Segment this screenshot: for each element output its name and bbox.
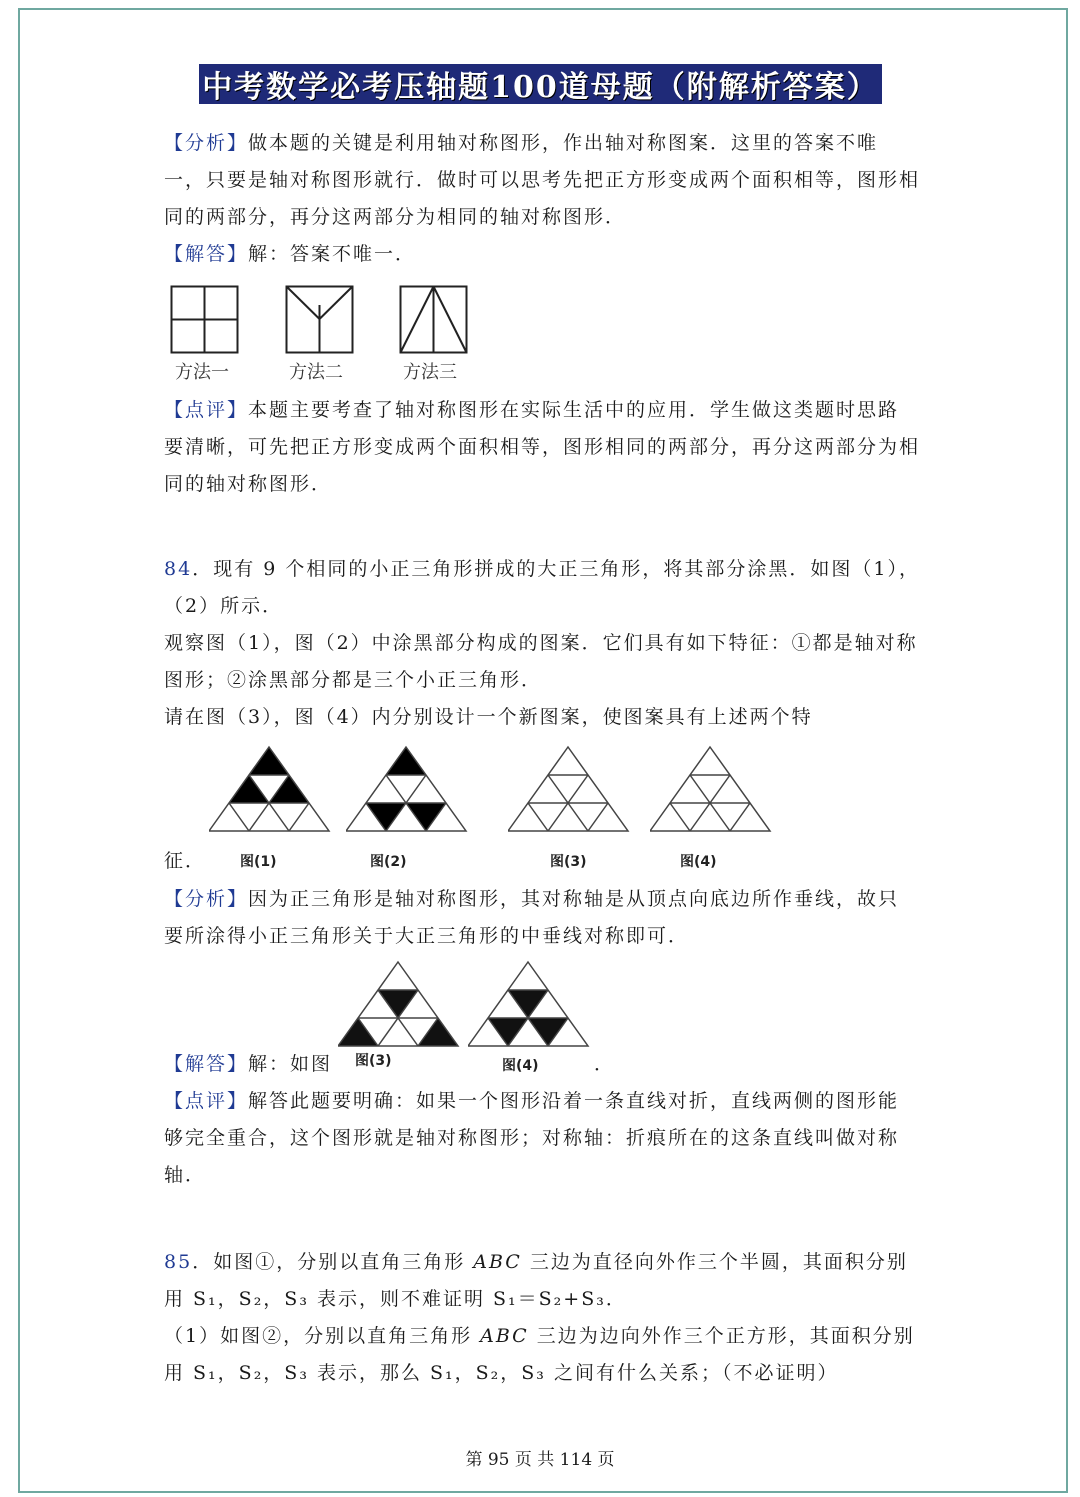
triangle-name: ABC bbox=[473, 1251, 522, 1273]
answer-figure-3 bbox=[338, 960, 462, 1050]
q84-comment bbox=[164, 1083, 920, 1194]
question-line: 观察图（1），图（2）中涂黑部分构成的图案．它们具有如下特征：①都是轴对称图形；②涂黑部分都是三个小正三角形． bbox=[164, 632, 918, 691]
triangle-figure-3 bbox=[508, 745, 632, 835]
triangle-figure-4 bbox=[650, 745, 774, 835]
answer-tag: 【解答】 bbox=[164, 243, 249, 265]
question-text: 三边为直径向外作三个半圆，其面积分别 bbox=[521, 1251, 908, 1273]
method-two-figure bbox=[285, 285, 355, 355]
method-three-figure bbox=[399, 285, 469, 355]
answer-text: 解：如图 bbox=[248, 1053, 333, 1075]
method-three-label: 方法三 bbox=[403, 362, 457, 383]
question-text: 用 S₁，S₂，S₃ 表示，那么 S₁，S₂，S₃ 之间有什么关系；（不必证明） bbox=[164, 1362, 839, 1384]
question-number: 84 bbox=[164, 558, 193, 580]
question-text: （1）如图②，分别以直角三角形 bbox=[164, 1325, 481, 1347]
page-title: 中考数学必考压轴题100道母题（附解析答案） bbox=[197, 62, 884, 106]
q84-question-tail: 征． bbox=[164, 850, 207, 872]
fig-label-4: 图(4) bbox=[680, 854, 717, 870]
answer-text: 解：答案不唯一． bbox=[248, 243, 417, 265]
analysis-tag: 【分析】 bbox=[164, 132, 249, 154]
q84-analysis bbox=[164, 881, 920, 955]
triangle-figure-1 bbox=[209, 745, 333, 835]
question-line: ．现有 9 个相同的小正三角形拼成的大正三角形，将其部分涂黑．如图（1），（2）所示． bbox=[164, 558, 920, 617]
answer-tag: 【解答】 bbox=[164, 1053, 249, 1075]
comment-tag: 【点评】 bbox=[164, 399, 249, 421]
answer-figure-4 bbox=[468, 960, 592, 1050]
method-two-label: 方法二 bbox=[289, 362, 343, 383]
q84-question bbox=[164, 551, 920, 736]
answer-fig-label-4: 图(4) bbox=[502, 1058, 539, 1074]
q83-comment bbox=[164, 392, 920, 503]
method-one-label: 方法一 bbox=[175, 362, 229, 383]
page-number: 第 95 页 共 114 页 bbox=[465, 1450, 615, 1470]
q84-answer bbox=[164, 1046, 920, 1083]
question-text: 用 S₁，S₂，S₃ 表示，则不难证明 S₁＝S₂+S₃． bbox=[164, 1288, 627, 1310]
q83-answer bbox=[164, 236, 920, 273]
analysis-text: 因为正三角形是轴对称图形，其对称轴是从顶点向底边所作垂线，故只要所涂得小正三角形关于大正三角形的中垂线对称即可． bbox=[164, 888, 900, 947]
comment-tag: 【点评】 bbox=[164, 1090, 249, 1112]
analysis-tag: 【分析】 bbox=[164, 888, 249, 910]
answer-end: ． bbox=[594, 1053, 616, 1075]
fig-label-3: 图(3) bbox=[550, 854, 587, 870]
q83-analysis bbox=[164, 125, 920, 236]
question-text: ．如图①，分别以直角三角形 bbox=[192, 1251, 474, 1273]
question-number: 85 bbox=[164, 1251, 193, 1273]
answer-fig-label-3: 图(3) bbox=[355, 1053, 392, 1069]
fig-label-1: 图(1) bbox=[240, 854, 277, 870]
question-text: 三边为边向外作三个正方形，其面积分别 bbox=[528, 1325, 915, 1347]
comment-text: 本题主要考查了轴对称图形在实际生活中的应用．学生做这类题时思路要清晰，可先把正方形变成两个面积相等，图形相同的两部分，再分这两部分为相同的轴对称图形． bbox=[164, 399, 921, 495]
analysis-text: 做本题的关键是利用轴对称图形，作出轴对称图案．这里的答案不唯一，只要是轴对称图形就行．做时可以思考先把正方形变成两个面积相等，图形相同的两部分，再分这两部分为相同的轴对称图形． bbox=[164, 132, 921, 228]
method-one-figure bbox=[170, 285, 240, 355]
question-line: 请在图（3），图（4）内分别设计一个新图案，使图案具有上述两个特 bbox=[164, 706, 813, 728]
comment-text: 解答此题要明确：如果一个图形沿着一条直线对折，直线两侧的图形能够完全重合，这个图形就是轴对称图形；对称轴：折痕所在的这条直线叫做对称轴． bbox=[164, 1090, 900, 1186]
triangle-name: ABC bbox=[480, 1325, 529, 1347]
fig-label-2: 图(2) bbox=[370, 854, 407, 870]
triangle-figure-2 bbox=[346, 745, 470, 835]
q85-question bbox=[164, 1244, 920, 1392]
